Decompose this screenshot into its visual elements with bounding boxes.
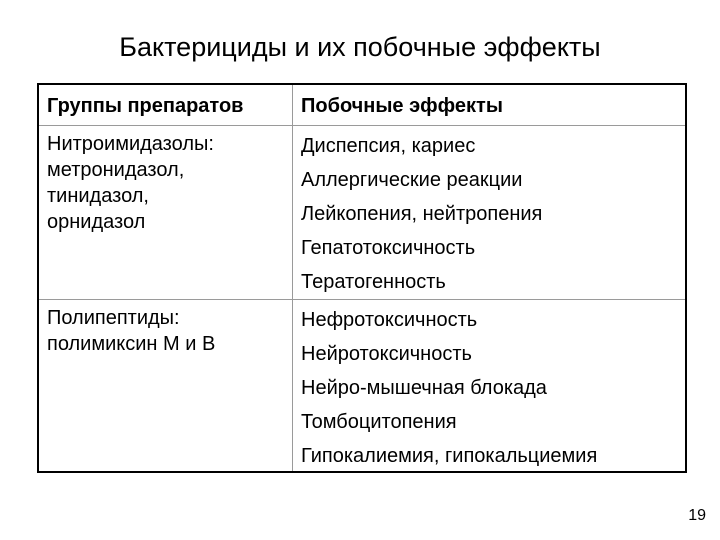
effect-line: Диспепсия, кариес [301,135,476,157]
side-effects-table [37,83,687,473]
page-number: 19 [688,507,706,524]
slide-title: Бактерициды и их побочные эффекты [119,32,601,62]
group-line: орнидазол [47,211,146,233]
effect-line: Гепатотоксичность [301,237,476,259]
effect-line: Нейротоксичность [301,343,472,365]
group-line: Полипептиды: [47,307,180,329]
group-line: метронидазол, [47,159,185,181]
effect-line: Томбоцитопения [301,411,457,433]
effect-line: Аллергические реакции [301,169,523,191]
effect-line: Нейро-мышечная блокада [301,377,547,399]
row-divider [39,299,685,300]
row-nitroimidazoles-effects [301,129,542,299]
row-polypeptides-effects [301,303,597,473]
column-divider [292,85,293,471]
effect-line: Лейкопения, нейтропения [301,203,543,225]
group-line: тинидазол, [47,185,149,207]
row-polypeptides-group [47,305,215,357]
header-divider [39,125,685,126]
group-line: Нитроимидазолы: [47,133,214,155]
header-groups: Группы препаратов [47,95,244,117]
row-nitroimidazoles-group [47,131,214,235]
effect-line: Гипокалиемия, гипокальциемия [301,445,598,467]
effect-line: Нефротоксичность [301,309,478,331]
header-effects: Побочные эффекты [301,95,503,117]
group-line: полимиксин М и В [47,333,216,355]
effect-line: Тератогенность [301,271,446,293]
